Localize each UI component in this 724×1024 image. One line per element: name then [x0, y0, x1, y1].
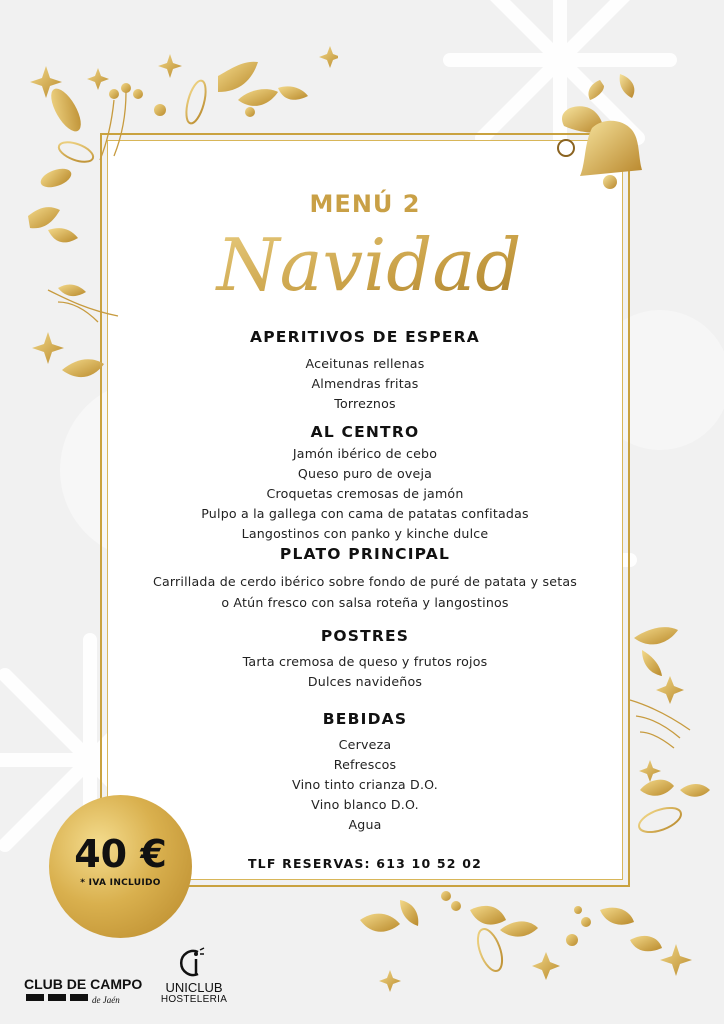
menu-card — [107, 140, 623, 880]
menu-item: Croquetas cremosas de jamón — [266, 486, 464, 501]
price-note: * IVA INCLUIDO — [80, 878, 161, 888]
menu-item: Vino tinto crianza D.O. — [292, 777, 438, 792]
menu-item: Almendras fritas — [311, 376, 419, 391]
menu-item: Jamón ibérico de cebo — [292, 446, 438, 461]
uniclub-logo-name: UNICLUB — [165, 980, 223, 995]
menu-item: Cerveza — [338, 737, 392, 752]
menu-item: Agua — [348, 817, 382, 832]
menu-number: MENÚ 2 — [309, 190, 421, 218]
uniclub-logo-subtitle: HOSTELERIA — [160, 994, 228, 1005]
menu-item: o Atún fresco con salsa roteña y langostinos — [221, 595, 509, 610]
menu-item: Carrillada de cerdo ibérico sobre fondo de puré de patata y setas — [152, 574, 578, 589]
menu-item: Queso puro de oveja — [297, 466, 433, 481]
menu-item: Aceitunas rellenas — [305, 356, 425, 371]
menu-item: Tarta cremosa de queso y frutos rojos — [242, 654, 488, 669]
section-title-al-centro: AL CENTRO — [310, 423, 420, 441]
section-title-postres: POSTRES — [320, 627, 410, 645]
menu-item: Langostinos con panko y kinche dulce — [241, 526, 489, 541]
uniclub-logo-icon — [176, 944, 208, 980]
menu-item: Vino blanco D.O. — [311, 797, 419, 812]
section-title-aperitivos: APERITIVOS DE ESPERA — [250, 328, 480, 346]
menu-item: Refrescos — [333, 757, 397, 772]
menu-item: Dulces navideños — [307, 674, 423, 689]
menu-item: Torreznos — [334, 396, 396, 411]
menu-title-text: Navidad — [216, 223, 522, 307]
club-de-campo-logo: CLUB DE CAMPO — [24, 976, 143, 992]
club-logo-bars-icon — [26, 994, 90, 1001]
price-value: 40 € — [74, 832, 167, 876]
menu-title — [159, 208, 579, 318]
menu-item: Pulpo a la gallega con cama de patatas confitadas — [201, 506, 529, 521]
section-title-plato-principal: PLATO PRINCIPAL — [279, 545, 451, 563]
section-title-bebidas: BEBIDAS — [322, 710, 408, 728]
reservations-phone: TLF RESERVAS: 613 10 52 02 — [247, 856, 483, 871]
club-de-campo-subtitle: de Jaén — [92, 995, 120, 1005]
foliage-bottom-right-icon — [350, 880, 724, 1024]
foliage-right-icon — [620, 620, 724, 920]
